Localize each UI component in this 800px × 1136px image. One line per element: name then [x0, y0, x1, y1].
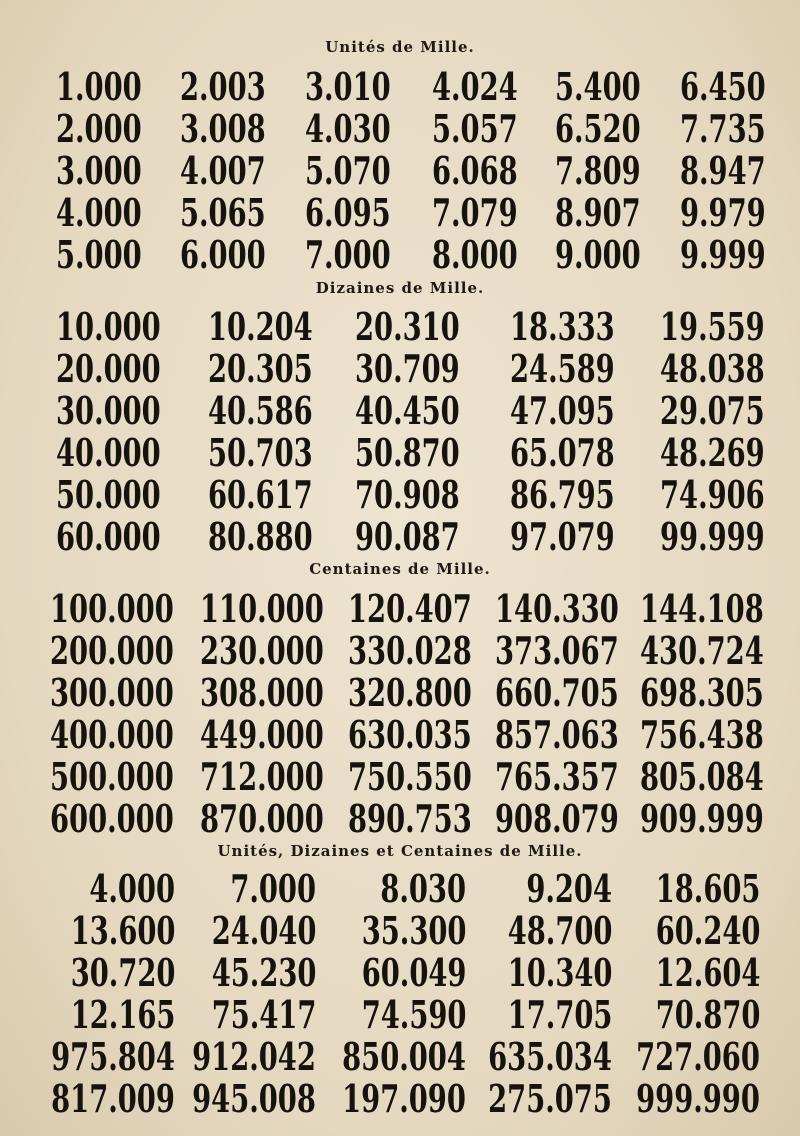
- number-cell: 50.703: [208, 430, 313, 475]
- number-row: [0, 108, 800, 150]
- number-cell: 29.075: [660, 388, 765, 433]
- number-cell: 200.000: [50, 628, 174, 673]
- number-cell: 6.450: [680, 64, 766, 109]
- number-cell: 74.906: [660, 472, 765, 517]
- number-cell: 65.078: [510, 430, 615, 475]
- number-cell: 945.008: [192, 1076, 316, 1121]
- number-row: [0, 66, 800, 108]
- number-cell: 18.605: [655, 866, 760, 911]
- number-cell: 500.000: [50, 754, 174, 799]
- number-cell: 912.042: [192, 1034, 316, 1079]
- number-cell: 74.590: [361, 992, 466, 1037]
- number-row: [0, 390, 800, 432]
- number-cell: 805.084: [640, 754, 764, 799]
- number-cell: 4.000: [89, 866, 175, 911]
- number-cell: 975.804: [51, 1034, 175, 1079]
- number-cell: 100.000: [50, 586, 174, 631]
- number-cell: 908.079: [495, 796, 619, 841]
- number-cell: 999.990: [636, 1076, 760, 1121]
- number-cell: 320.800: [348, 670, 472, 715]
- number-cell: 80.880: [208, 514, 313, 559]
- number-cell: 712.000: [200, 754, 324, 799]
- number-cell: 60.000: [56, 514, 161, 559]
- number-cell: 8.030: [380, 866, 466, 911]
- number-cell: 10.340: [507, 950, 612, 995]
- number-cell: 817.009: [51, 1076, 175, 1121]
- number-cell: 4.000: [56, 190, 142, 235]
- number-cell: 50.000: [56, 472, 161, 517]
- number-cell: 765.357: [495, 754, 619, 799]
- number-cell: 308.000: [200, 670, 324, 715]
- number-cell: 4.007: [180, 148, 266, 193]
- number-row: [0, 868, 800, 910]
- number-cell: 50.870: [355, 430, 460, 475]
- number-cell: 449.000: [200, 712, 324, 757]
- number-cell: 230.000: [200, 628, 324, 673]
- number-cell: 35.300: [361, 908, 466, 953]
- number-cell: 4.024: [432, 64, 518, 109]
- number-cell: 756.438: [640, 712, 764, 757]
- number-cell: 48.038: [660, 346, 765, 391]
- number-cell: 30.709: [355, 346, 460, 391]
- number-cell: 3.008: [180, 106, 266, 151]
- number-row: [0, 1036, 800, 1078]
- number-cell: 24.040: [211, 908, 316, 953]
- number-cell: 9.204: [526, 866, 612, 911]
- number-cell: 197.090: [342, 1076, 466, 1121]
- section-heading-hundreds: Centaines de Mille.: [309, 560, 491, 578]
- section-heading-combined: Unités, Dizaines et Centaines de Mille.: [217, 842, 583, 860]
- number-row: [0, 1078, 800, 1120]
- number-cell: 890.753: [348, 796, 472, 841]
- number-row: [0, 756, 800, 798]
- number-cell: 20.310: [355, 304, 460, 349]
- number-cell: 120.407: [348, 586, 472, 631]
- number-row: [0, 672, 800, 714]
- number-row: [0, 588, 800, 630]
- number-cell: 30.720: [70, 950, 175, 995]
- number-cell: 2.000: [56, 106, 142, 151]
- number-cell: 3.000: [56, 148, 142, 193]
- number-cell: 7.735: [680, 106, 766, 151]
- number-cell: 97.079: [510, 514, 615, 559]
- number-row: [0, 910, 800, 952]
- number-row: [0, 348, 800, 390]
- number-cell: 5.070: [305, 148, 391, 193]
- number-cell: 70.870: [655, 992, 760, 1037]
- number-cell: 4.030: [305, 106, 391, 151]
- number-cell: 140.330: [495, 586, 619, 631]
- number-cell: 275.075: [488, 1076, 612, 1121]
- number-row: [0, 474, 800, 516]
- number-cell: 727.060: [636, 1034, 760, 1079]
- number-cell: 110.000: [200, 586, 324, 631]
- number-cell: 10.204: [208, 304, 313, 349]
- number-row: [0, 798, 800, 840]
- number-cell: 60.049: [361, 950, 466, 995]
- number-cell: 400.000: [50, 712, 174, 757]
- number-cell: 909.999: [640, 796, 764, 841]
- number-cell: 9.000: [555, 232, 641, 277]
- number-cell: 6.520: [555, 106, 641, 151]
- number-cell: 6.095: [305, 190, 391, 235]
- number-row: [0, 516, 800, 558]
- number-row: [0, 714, 800, 756]
- number-cell: 750.550: [348, 754, 472, 799]
- number-cell: 8.907: [555, 190, 641, 235]
- number-cell: 60.240: [655, 908, 760, 953]
- number-cell: 99.999: [660, 514, 765, 559]
- number-cell: 48.700: [507, 908, 612, 953]
- number-cell: 660.705: [495, 670, 619, 715]
- number-cell: 9.999: [680, 232, 766, 277]
- number-cell: 75.417: [211, 992, 316, 1037]
- number-cell: 7.809: [555, 148, 641, 193]
- number-cell: 7.079: [432, 190, 518, 235]
- number-cell: 40.450: [355, 388, 460, 433]
- number-cell: 8.000: [432, 232, 518, 277]
- number-cell: 2.003: [180, 64, 266, 109]
- number-cell: 47.095: [510, 388, 615, 433]
- number-cell: 373.067: [495, 628, 619, 673]
- number-cell: 870.000: [200, 796, 324, 841]
- number-cell: 430.724: [640, 628, 764, 673]
- section-heading-units: Unités de Mille.: [325, 38, 475, 56]
- number-cell: 144.108: [640, 586, 764, 631]
- number-cell: 12.604: [655, 950, 760, 995]
- number-cell: 9.979: [680, 190, 766, 235]
- number-cell: 600.000: [50, 796, 174, 841]
- number-row: [0, 192, 800, 234]
- number-cell: 17.705: [507, 992, 612, 1037]
- number-cell: 1.000: [56, 64, 142, 109]
- number-cell: 86.795: [510, 472, 615, 517]
- number-cell: 635.034: [488, 1034, 612, 1079]
- number-cell: 20.305: [208, 346, 313, 391]
- number-cell: 13.600: [70, 908, 175, 953]
- number-cell: 70.908: [355, 472, 460, 517]
- number-cell: 12.165: [70, 992, 175, 1037]
- number-cell: 40.586: [208, 388, 313, 433]
- number-cell: 5.400: [555, 64, 641, 109]
- number-cell: 19.559: [660, 304, 765, 349]
- number-cell: 6.068: [432, 148, 518, 193]
- number-cell: 45.230: [211, 950, 316, 995]
- number-cell: 24.589: [510, 346, 615, 391]
- number-cell: 8.947: [680, 148, 766, 193]
- number-cell: 6.000: [180, 232, 266, 277]
- number-cell: 857.063: [495, 712, 619, 757]
- number-row: [0, 994, 800, 1036]
- number-cell: 10.000: [56, 304, 161, 349]
- number-cell: 60.617: [208, 472, 313, 517]
- number-cell: 7.000: [305, 232, 391, 277]
- number-cell: 5.057: [432, 106, 518, 151]
- number-cell: 698.305: [640, 670, 764, 715]
- number-cell: 3.010: [305, 64, 391, 109]
- number-cell: 330.028: [348, 628, 472, 673]
- section-heading-tens: Dizaines de Mille.: [315, 279, 485, 297]
- number-row: [0, 432, 800, 474]
- number-cell: 300.000: [50, 670, 174, 715]
- number-cell: 850.004: [342, 1034, 466, 1079]
- number-row: [0, 630, 800, 672]
- number-cell: 48.269: [660, 430, 765, 475]
- number-row: [0, 150, 800, 192]
- number-cell: 18.333: [510, 304, 615, 349]
- number-cell: 7.000: [230, 866, 316, 911]
- number-row: [0, 234, 800, 276]
- number-cell: 630.035: [348, 712, 472, 757]
- number-cell: 5.000: [56, 232, 142, 277]
- number-cell: 5.065: [180, 190, 266, 235]
- number-cell: 90.087: [355, 514, 460, 559]
- number-cell: 30.000: [56, 388, 161, 433]
- number-cell: 20.000: [56, 346, 161, 391]
- number-row: [0, 952, 800, 994]
- number-row: [0, 306, 800, 348]
- number-cell: 40.000: [56, 430, 161, 475]
